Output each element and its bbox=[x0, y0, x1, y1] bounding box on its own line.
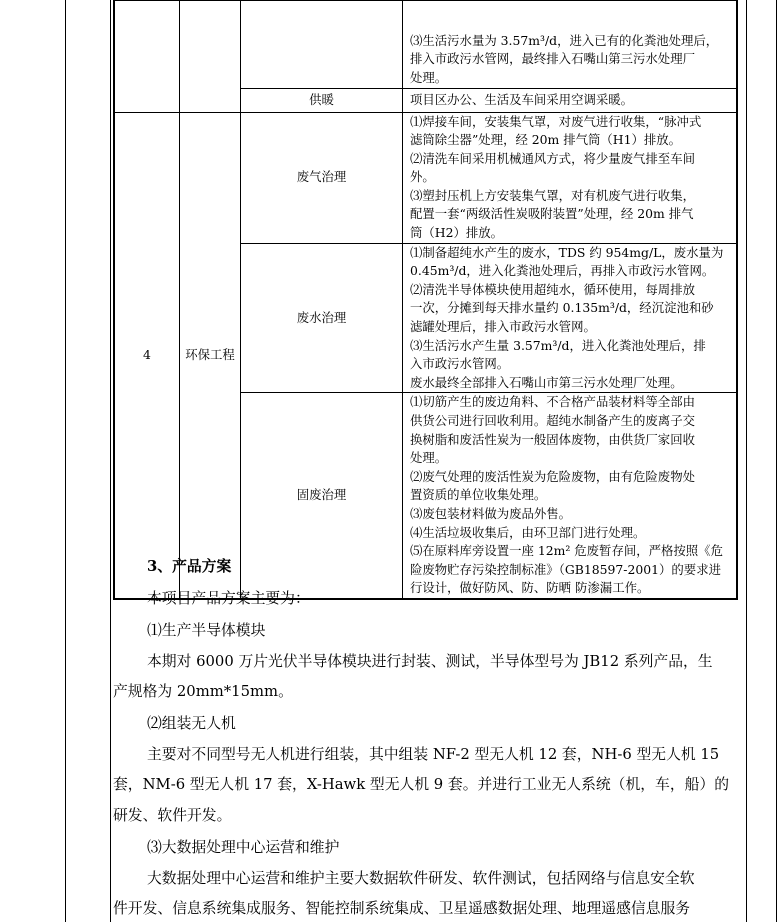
item1-text-line: 本期对 6000 万片光伏半导体模块进行封装、测试，半导体型号为 JB12 系列产品，生 bbox=[147, 653, 713, 670]
item3-title: ⑶大数据处理中心运营和维护 bbox=[147, 839, 340, 856]
description-line: 处理。 bbox=[410, 450, 448, 466]
page-frame-outer-right-line bbox=[776, 0, 777, 922]
table-row-waste-gas bbox=[114, 112, 737, 243]
solid-waste-label-cell: 固废治理 bbox=[241, 393, 403, 599]
waste-water-description-cell bbox=[403, 243, 738, 393]
heating-description-cell: 项目区办公、生活及车间采用空调采暖。 bbox=[403, 88, 738, 112]
category-cell-empty bbox=[180, 0, 241, 112]
item2-text-line: 套，NM-6 型无人机 17 套，X-Hawk 型无人机 9 套。并进行工业无人系统（机，车，船）的 bbox=[113, 776, 730, 793]
heating-label-cell: 供暖 bbox=[241, 88, 403, 112]
description-line: ⑶生活污水量为 3.57m³/d，进入已有的化粪池处理后， bbox=[410, 32, 719, 48]
item1-title: ⑴生产半导体模块 bbox=[147, 622, 266, 639]
description-line: 废水最终全部排入石嘴山市第三污水处理厂处理。 bbox=[410, 374, 683, 390]
description-line: 一次，分摊到每天排水量约 0.135m³/d，经沉淀池和砂 bbox=[410, 300, 714, 316]
item1-text-line: 产规格为 20mm*15mm。 bbox=[113, 683, 293, 700]
description-line: 滤罐处理后，排入市政污水管网。 bbox=[410, 319, 596, 335]
description-line: ⑶生活污水产生量 3.57m³/d，进入化粪池处理后，排 bbox=[410, 337, 706, 353]
description-line: ⑸在原料库旁设置一座 12m² 危废暂存间，严格按照《危 bbox=[410, 543, 723, 559]
page-frame-inner-line bbox=[110, 0, 111, 922]
description-line: ⑵废气处理的废活性炭为危险废物，由有危险废物处 bbox=[410, 468, 695, 484]
description-line: 换树脂和废活性炭为一般固体废物，由供货厂家回收 bbox=[410, 431, 695, 447]
section-heading: 3、产品方案 bbox=[147, 558, 232, 575]
description-line: 入市政污水管网。 bbox=[410, 356, 510, 372]
description-line: 配置一套“两级活性炭吸附装置”处理，经 20m 排气 bbox=[410, 206, 694, 222]
waste-water-label-cell: 废水治理 bbox=[241, 243, 403, 393]
description-line: 排入市政污水管网，最终排入石嘴山第三污水处理厂 bbox=[410, 51, 695, 67]
solid-waste-description-cell bbox=[403, 393, 738, 599]
description-line: ⑷生活垃圾收集后，由环卫部门进行处理。 bbox=[410, 524, 646, 540]
item2-text-line: 主要对不同型号无人机进行组装，其中组装 NF-2 型无人机 12 套，NH-6 型无人机 15 bbox=[147, 746, 720, 763]
description-line: ⑵清洗半导体模块使用超纯水，循环使用，每周排放 bbox=[410, 281, 695, 297]
section-number-cell: 4 bbox=[114, 112, 180, 599]
description-line: ⑶塑封压机上方安装集气罩，对有机废气进行收集， bbox=[410, 187, 695, 203]
subitem-cell-empty bbox=[241, 0, 403, 88]
description-line: ⑴焊接车间，安装集气罩，对废气进行收集，“脉冲式 bbox=[410, 113, 702, 129]
page-frame-right-line bbox=[746, 0, 747, 922]
waste-gas-description-cell bbox=[403, 112, 738, 243]
sewage-description-cell bbox=[403, 0, 738, 88]
description-line: ⑴制备超纯水产生的废水，TDS 约 954mg/L，废水量为 bbox=[410, 244, 724, 260]
description-line: ⑵清洗车间采用机械通风方式，将少量废气排至车间 bbox=[410, 150, 695, 166]
item2-title: ⑵组装无人机 bbox=[147, 715, 236, 732]
page-frame-left-line bbox=[65, 0, 66, 922]
description-line: 行设计，做好防风、防、防晒 防渗漏工作。 bbox=[410, 580, 650, 596]
item3-text-line: 大数据处理中心运营和维护主要大数据软件研发、软件测试，包括网络与信息安全软 bbox=[147, 870, 695, 887]
number-cell-empty bbox=[114, 0, 180, 112]
description-line: 外。 bbox=[410, 169, 435, 185]
description-line: 险废物贮存污染控制标准》（GB18597-2001）的要求进 bbox=[410, 561, 721, 577]
description-line: 0.45m³/d，进入化粪池处理后，再排入市政污水管网。 bbox=[410, 263, 715, 279]
description-line: ⑴切筋产生的废边角料、不合格产品装材料等全部由 bbox=[410, 394, 695, 410]
description-line: ⑶废包装材料做为废品外售。 bbox=[410, 505, 572, 521]
description-line: 滤筒除尘器”处理，经 20m 排气筒（H1）排放。 bbox=[410, 132, 682, 148]
item3-text-line: 件开发、信息系统集成服务、智能控制系统集成、卫星遥感数据处理、地理遥感信息服务 bbox=[113, 900, 691, 917]
item2-text-line: 研发、软件开发。 bbox=[113, 807, 232, 824]
table-row-sewage-continued bbox=[114, 0, 737, 88]
intro-paragraph: 本项目产品方案主要为： bbox=[147, 590, 310, 607]
description-line: 置资质的单位收集处理。 bbox=[410, 487, 547, 503]
description-line: 筒（H2）排放。 bbox=[410, 225, 504, 241]
section-category-cell: 环保工程 bbox=[180, 112, 241, 599]
environmental-works-table bbox=[113, 0, 738, 600]
description-line: 供货公司进行回收利用。超纯水制备产生的废离子交 bbox=[410, 413, 695, 428]
description-line: 处理。 bbox=[410, 69, 448, 85]
waste-gas-label-cell: 废气治理 bbox=[241, 112, 403, 243]
